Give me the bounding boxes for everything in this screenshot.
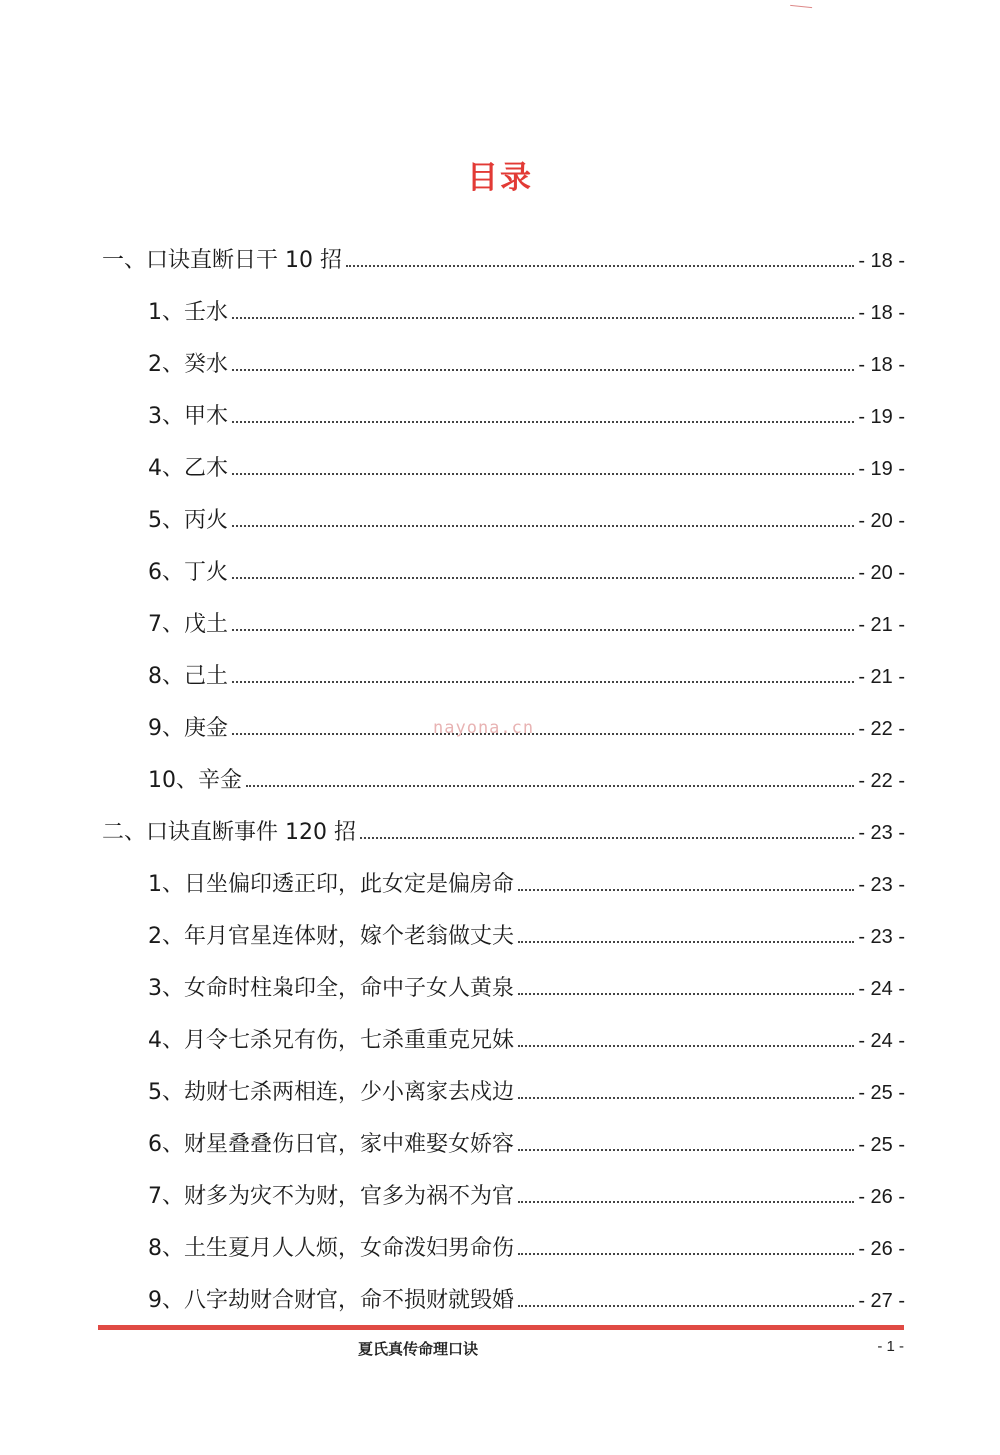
toc-entry-label: 9、八字劫财合财官，命不损财就毁婚 xyxy=(148,1288,514,1313)
toc-entry-page: - 26 - xyxy=(858,1186,905,1208)
toc-leader-dots xyxy=(232,443,854,475)
toc-entry-label: 7、戊土 xyxy=(148,612,228,637)
toc-leader-dots xyxy=(346,235,854,267)
toc-entry[interactable] xyxy=(148,1068,905,1108)
toc-leader-dots xyxy=(232,599,854,631)
toc-entry[interactable] xyxy=(148,1120,905,1160)
toc-entry-label: 4、乙木 xyxy=(148,456,228,481)
toc-entry-page: - 20 - xyxy=(858,510,905,532)
watermark: nayona.cn xyxy=(433,718,535,738)
toc-entry-page: - 18 - xyxy=(858,302,905,324)
toc-entry-label: 10、辛金 xyxy=(148,768,242,793)
toc-leader-dots xyxy=(232,339,854,371)
toc-entry-label: 9、庚金 xyxy=(148,716,228,741)
toc-entry-label: 5、丙火 xyxy=(148,508,228,533)
toc-entry-page: - 24 - xyxy=(858,978,905,1000)
toc-entry-label: 3、甲木 xyxy=(148,404,228,429)
toc-leader-dots xyxy=(518,1015,854,1047)
toc-entry[interactable] xyxy=(148,392,905,432)
toc-entry[interactable] xyxy=(148,1224,905,1264)
corner-mark xyxy=(790,5,812,11)
toc-entry[interactable] xyxy=(148,912,905,952)
toc-entry[interactable] xyxy=(102,808,905,848)
footer-text: 夏氏真传命理口诀 xyxy=(358,1340,479,1358)
toc-leader-dots xyxy=(232,651,854,683)
toc-leader-dots xyxy=(518,1171,854,1203)
toc-leader-dots xyxy=(518,1067,854,1099)
toc-entry[interactable] xyxy=(148,444,905,484)
toc-entry-label: 2、年月官星连体财，嫁个老翁做丈夫 xyxy=(148,924,514,949)
toc-entry-label: 3、女命时柱枭印全，命中子女人黄泉 xyxy=(148,976,514,1001)
footer-rule xyxy=(98,1325,904,1330)
toc-title: 目录 xyxy=(467,160,533,196)
toc-entry-page: - 27 - xyxy=(858,1290,905,1312)
toc-entry-page: - 21 - xyxy=(858,666,905,688)
toc-leader-dots xyxy=(232,547,854,579)
toc-leader-dots xyxy=(360,807,854,839)
toc-entry-label: 8、土生夏月人人烦，女命泼妇男命伤 xyxy=(148,1236,514,1261)
toc-entry-label: 6、丁火 xyxy=(148,560,228,585)
toc-leader-dots xyxy=(518,1223,854,1255)
toc-entry-page: - 23 - xyxy=(858,926,905,948)
toc-entry-page: - 23 - xyxy=(858,874,905,896)
toc-entry[interactable] xyxy=(148,1276,905,1316)
toc-entry-label: 6、财星叠叠伤日官，家中难娶女娇容 xyxy=(148,1132,514,1157)
toc-entry-page: - 25 - xyxy=(858,1082,905,1104)
toc-leader-dots xyxy=(518,859,854,891)
toc-entry-page: - 24 - xyxy=(858,1030,905,1052)
toc-entry-page: - 23 - xyxy=(858,822,905,844)
toc-entry-label: 7、财多为灾不为财，官多为祸不为官 xyxy=(148,1184,514,1209)
toc-leader-dots xyxy=(232,703,854,735)
footer-page-number: - 1 - xyxy=(877,1338,904,1355)
toc-entry[interactable] xyxy=(148,1172,905,1212)
toc-entry-label: 1、壬水 xyxy=(148,300,228,325)
toc-leader-dots xyxy=(518,1275,854,1307)
toc-entry[interactable] xyxy=(148,340,905,380)
toc-entry-label: 8、己土 xyxy=(148,664,228,689)
toc-entry-page: - 18 - xyxy=(858,250,905,272)
toc-entry-page: - 19 - xyxy=(858,458,905,480)
toc-leader-dots xyxy=(246,755,854,787)
toc-leader-dots xyxy=(232,287,854,319)
toc-entry-page: - 22 - xyxy=(858,770,905,792)
toc-entry[interactable] xyxy=(148,548,905,588)
toc-leader-dots xyxy=(518,911,854,943)
toc-entry[interactable] xyxy=(102,236,905,276)
toc-entry-label: 1、日坐偏印透正印，此女定是偏房命 xyxy=(148,872,514,897)
toc-entry[interactable] xyxy=(148,756,905,796)
toc-entry-label: 2、癸水 xyxy=(148,352,228,377)
toc-entry-page: - 20 - xyxy=(858,562,905,584)
toc-entry[interactable] xyxy=(148,600,905,640)
toc-leader-dots xyxy=(232,495,854,527)
toc-entry-label: 二、口诀直断事件 120 招 xyxy=(102,820,356,845)
toc-entry[interactable] xyxy=(148,964,905,1004)
toc-entry-page: - 21 - xyxy=(858,614,905,636)
toc-entry[interactable] xyxy=(148,652,905,692)
toc-entry-label: 5、劫财七杀两相连，少小离家去戍边 xyxy=(148,1080,514,1105)
toc-leader-dots xyxy=(518,963,854,995)
toc-entry[interactable] xyxy=(148,288,905,328)
toc-leader-dots xyxy=(232,391,854,423)
toc-entry[interactable] xyxy=(148,1016,905,1056)
toc-entry-page: - 18 - xyxy=(858,354,905,376)
toc-entry-page: - 26 - xyxy=(858,1238,905,1260)
toc-entry-label: 4、月令七杀兄有伤，七杀重重克兄妹 xyxy=(148,1028,514,1053)
toc-entry[interactable] xyxy=(148,496,905,536)
toc-entry[interactable] xyxy=(148,860,905,900)
toc-entry-page: - 22 - xyxy=(858,718,905,740)
toc-leader-dots xyxy=(518,1119,854,1151)
toc-entry-page: - 19 - xyxy=(858,406,905,428)
toc-entry-label: 一、口诀直断日干 10 招 xyxy=(102,248,342,273)
toc-entry-page: - 25 - xyxy=(858,1134,905,1156)
